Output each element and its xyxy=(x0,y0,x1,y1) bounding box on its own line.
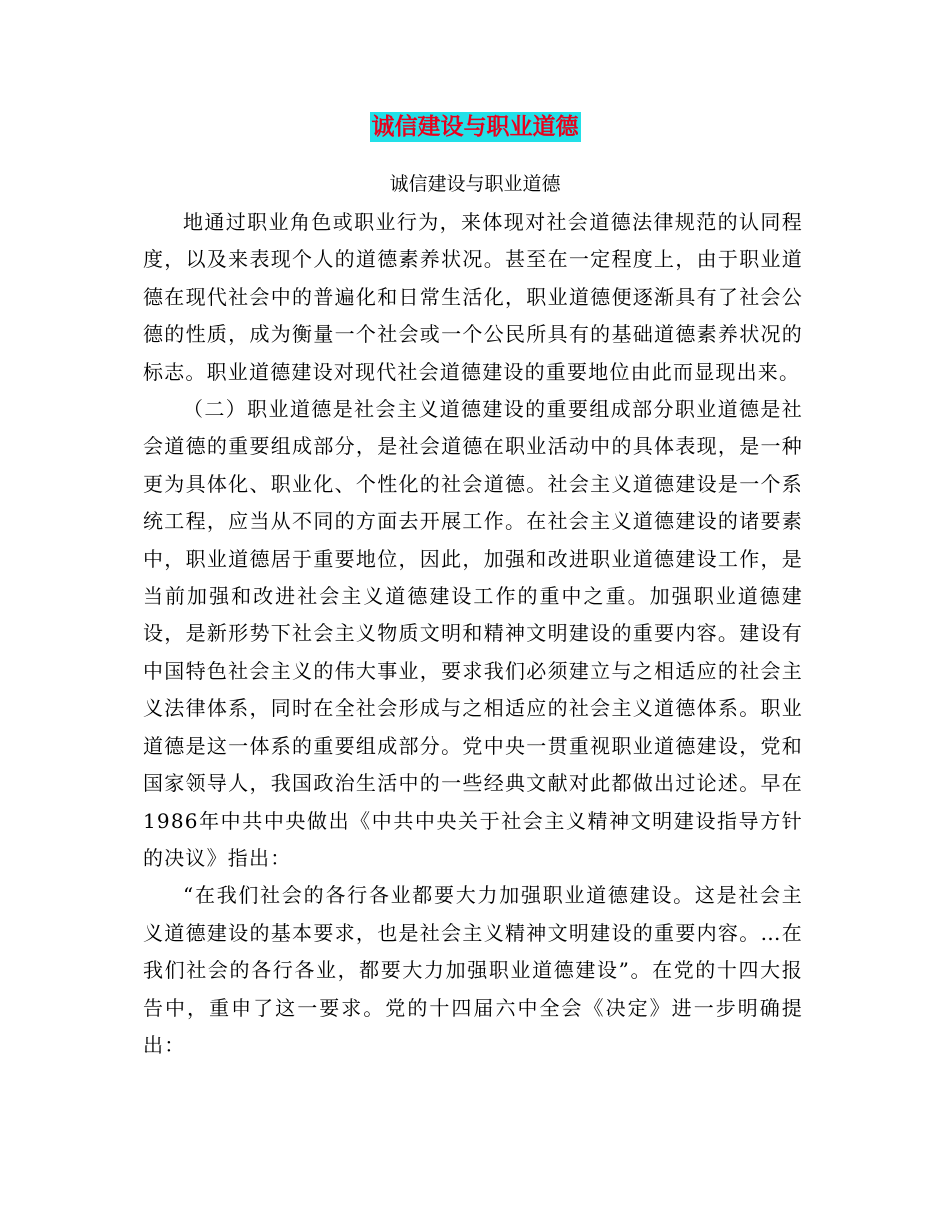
paragraph-3: “在我们社会的各行各业都要大力加强职业道德建设。这是社会主义道德建设的基本要求，也是社会主义精神文明建设的重要内容。…在我们社会的各行各业，都要大力加强职业道德建设”。在党的十四大报告中，重申了这一要求。党的十四届六中全会《决定》进一步明确提出： xyxy=(143,883,803,1057)
title-block xyxy=(0,112,950,142)
document-body xyxy=(143,204,803,1064)
document-title: 诚信建设与职业道德 xyxy=(371,114,579,140)
paragraph-1: 地通过职业角色或职业行为，来体现对社会道德法律规范的认同程度，以及来表现个人的道德素养状况。甚至在一定程度上，由于职业道德在现代社会中的普遍化和日常生活化，职业道德便逐渐具有了社会公德的性质，成为衡量一个社会或一个公民所具有的基础道德素养状况的标志。职业道德建设对现代社会道德建设的重要地位由此而显现出来。 xyxy=(143,210,803,384)
paragraph-2: （二）职业道德是社会主义道德建设的重要组成部分职业道德是社会道德的重要组成部分，是社会道德在职业活动中的具体表现，是一种更为具体化、职业化、个性化的社会道德。社会主义道德建设是一个系统工程，应当从不同的方面去开展工作。在社会主义道德建设的诸要素中，职业道德居于重要地位，因此，加强和改进职业道德建设工作，是当前加强和改进社会主义道德建设工作的重中之重。加强职业道德建设，是新形势下社会主义物质文明和精神文明建设的重要内容。建设有中国特色社会主义的伟大事业，要求我们必须建立与之相适应的社会主义法律体系，同时在全社会形成与之相适应的社会主义道德体系。职业道德是这一体系的重要组成部分。党中央一贯重视职业道德建设，党和国家领导人，我国政治生活中的一些经典文献对此都做出过论述。早在1986年中共中央做出《中共中央关于社会主义精神文明建设指导方针的决议》指出： xyxy=(143,397,803,870)
document-subtitle: 诚信建设与职业道德 xyxy=(389,173,561,195)
